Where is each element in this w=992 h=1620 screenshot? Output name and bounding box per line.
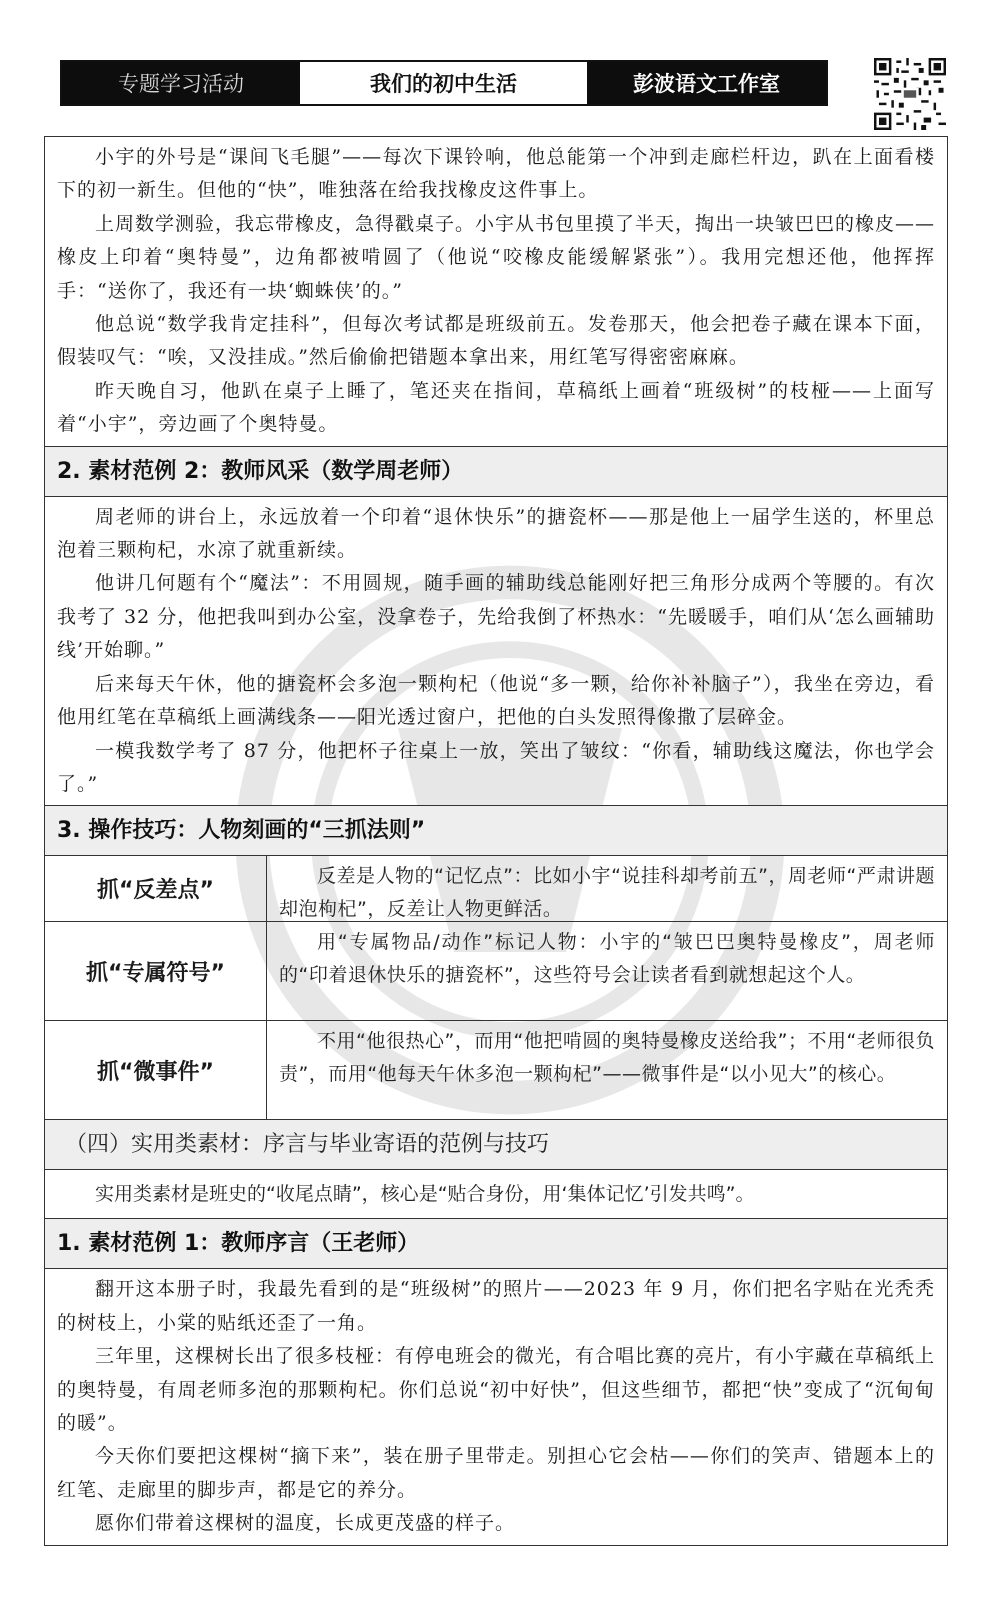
qr-code-icon <box>874 58 946 130</box>
technique-description: 反差是人物的“记忆点”：比如小宇“说挂科却考前五”，周老师“严肃讲题却泡枸杞”，反差让人物更鲜活。 <box>279 865 935 920</box>
paragraph: 小宇的外号是“课间飞毛腿”——每次下课铃响，他总能第一个冲到走廊栏杆边，趴在上面看楼下的初一新生。但他的“快”，唯独落在给我找橡皮这件事上。 <box>57 146 935 202</box>
technique-row <box>45 1021 947 1120</box>
paragraph: 他总说“数学我肯定挂科”，但每次考试都是班级前五。发卷那天，他会把卷子藏在课本下面，假装叹气：“唉，又没挂成。”然后偷偷把错题本拿出来，用红笔写得密密麻麻。 <box>57 313 935 369</box>
technique-description: 不用“他很热心”，而用“他把啃圆的奥特曼橡皮送给我”；不用“老师很负责”，而用“他每天午休多泡一颗枸杞”——微事件是“以小见大”的核心。 <box>279 1030 935 1085</box>
paragraph: 一模我数学考了 87 分，他把杯子往桌上一放，笑出了皱纹：“你看，辅助线这魔法，你也学会了。” <box>57 739 935 795</box>
paragraph: 愿你们带着这棵树的温度，长成更茂盛的样子。 <box>95 1512 516 1535</box>
paragraph: 翻开这本册子时，我最先看到的是“班级树”的照片——2023 年 9 月，你们把名字贴在光秃秃的树枝上，小棠的贴纸还歪了一角。 <box>57 1278 935 1334</box>
paragraph: 今天你们要把这棵树“摘下来”，装在册子里带走。别担心它会枯——你们的笑声、错题本上的红笔、走廊里的脚步声，都是它的养分。 <box>57 1445 935 1501</box>
part-summary: 实用类素材是班史的“收尾点睛”，核心是“贴合身份，用‘集体记忆’引发共鸣”。 <box>45 1170 947 1219</box>
technique-label: 抓“专属符号” <box>45 922 267 1020</box>
teacher-story-block <box>45 497 947 807</box>
technique-label: 抓“微事件” <box>45 1021 267 1119</box>
section-heading-techniques: 3. 操作技巧：人物刻画的“三抓法则” <box>45 806 947 856</box>
paragraph: 上周数学测验，我忘带橡皮，急得戳桌子。小宇从书包里摸了半天，掏出一块皱巴巴的橡皮——橡皮上印着“奥特曼”，边角都被啃圆了（他说“咬橡皮能缓解紧张”）。我用完想还他，他挥挥手：“送你了，我还有一块‘蜘蛛侠’的。” <box>57 212 936 302</box>
intro-story-block <box>45 137 947 447</box>
paragraph: 三年里，这棵树长出了很多枝桠：有停电班会的微光，有合唱比赛的亮片，有小宇藏在草稿纸上的奥特曼，有周老师多泡的那颗枸杞。你们总说“初中好快”，但这些细节，都把“快”变成了“沉甸甸的暖”。 <box>57 1345 936 1434</box>
header-studio: 彭波语文工作室 <box>587 62 826 104</box>
paragraph: 昨天晚自习，他趴在桌子上睡了，笔还夹在指间，草稿纸上画着“班级树”的枝桠——上面写着“小宇”，旁边画了个奥特曼。 <box>57 379 935 436</box>
technique-description: 用“专属物品/动作”标记人物：小宇的“皱巴巴奥特曼橡皮”，周老师的“印着退休快乐的搪瓷杯”，这些符号会让读者看到就想起这个人。 <box>279 931 935 986</box>
header-title: 我们的初中生活 <box>300 62 587 104</box>
part-heading-practical: （四）实用类素材：序言与毕业寄语的范例与技巧 <box>45 1120 947 1170</box>
technique-text <box>267 922 947 1020</box>
technique-text <box>267 856 947 921</box>
header-banner <box>60 60 828 106</box>
paragraph: 他讲几何题有个“魔法”：不用圆规，随手画的辅助线总能刚好把三角形分成两个等腰的。有次我考了 32 分，他把我叫到办公室，没拿卷子，先给我倒了杯热水：“先暖暖手，咱们从‘怎么画辅助线’开始聊。” <box>57 572 936 662</box>
preface-block <box>45 1269 947 1544</box>
paragraph: 后来每天午休，他的搪瓷杯会多泡一颗枸杞（他说“多一颗，给你补补脑子”），我坐在旁边，看他用红笔在草稿纸上画满线条——阳光透过窗户，把他的白头发照得像撒了层碎金。 <box>57 672 935 729</box>
header-topic: 专题学习活动 <box>62 62 300 104</box>
document-body <box>44 136 948 1546</box>
technique-row <box>45 856 947 922</box>
section-heading-teacher-example: 2. 素材范例 2：教师风采（数学周老师） <box>45 447 947 497</box>
technique-row <box>45 922 947 1021</box>
section-heading-preface-example: 1. 素材范例 1：教师序言（王老师） <box>45 1219 947 1269</box>
technique-text <box>267 1021 947 1119</box>
technique-label: 抓“反差点” <box>45 856 267 921</box>
paragraph: 周老师的讲台上，永远放着一个印着“退休快乐”的搪瓷杯——那是他上一届学生送的，杯里总泡着三颗枸杞，水凉了就重新续。 <box>57 505 935 562</box>
